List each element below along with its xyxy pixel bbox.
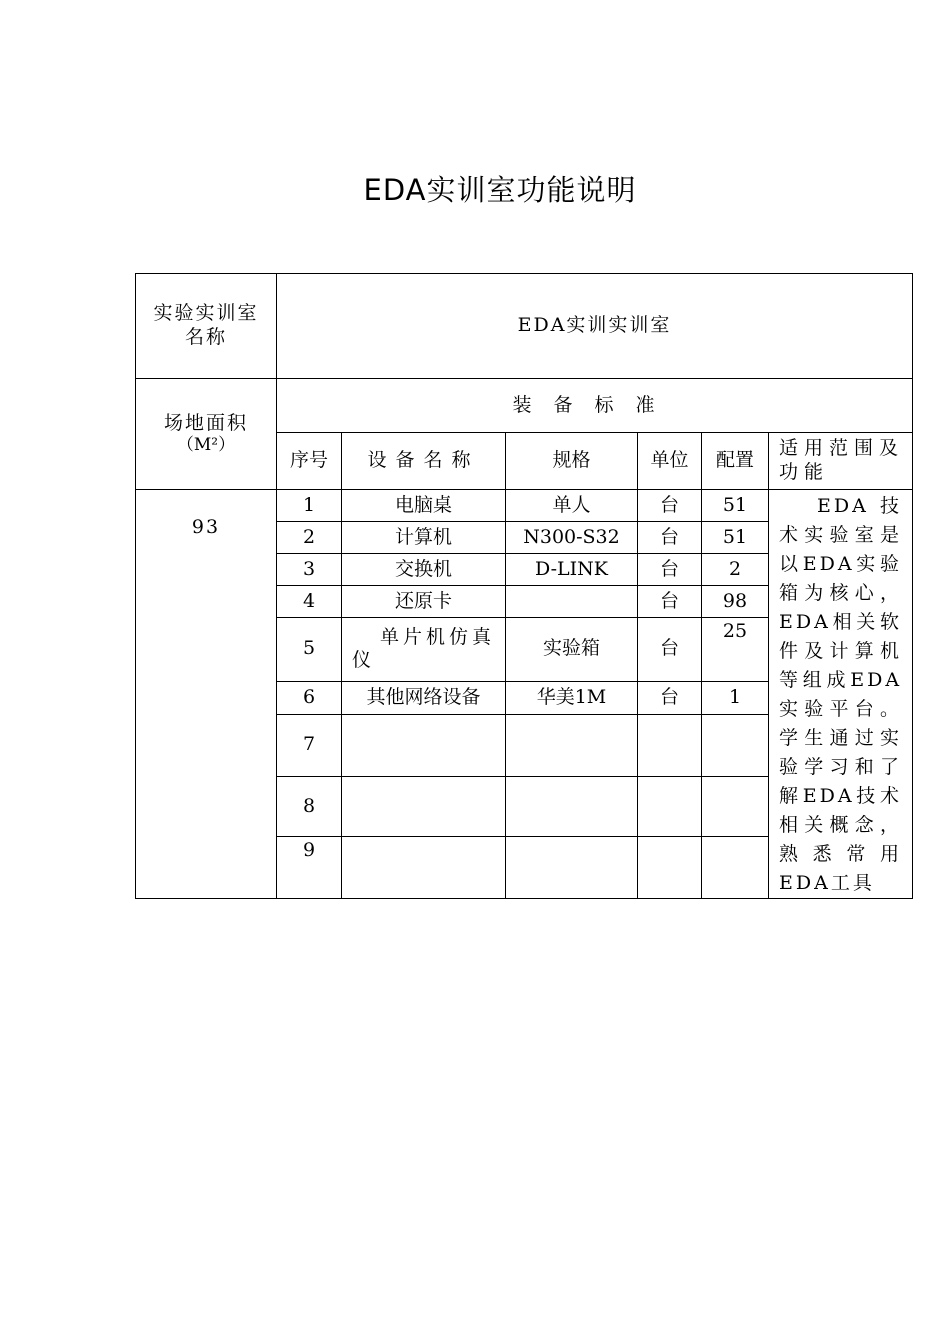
col-header-unit: 单位 <box>638 433 702 490</box>
row-6-unit: 台 <box>638 681 702 714</box>
row-6-seq: 6 <box>277 681 342 714</box>
row-3-seq: 3 <box>277 553 342 585</box>
col-header-spec: 规格 <box>506 433 638 490</box>
row-5-name-text: 单片机仿真仪 <box>352 625 496 672</box>
col-header-name <box>342 433 506 490</box>
lab-name-value <box>277 274 913 379</box>
row-8-spec <box>506 776 638 837</box>
row-6-spec: 华美1M <box>506 681 638 714</box>
row-5-spec: 实验箱 <box>506 617 638 681</box>
col-header-qty: 配置 <box>702 433 769 490</box>
scope-description: EDA技术实验室是以EDA实验箱为核心，EDA相关软件及计算机等组成EDA实验平台。学生通过实验学习和了解EDA技术相关概念，熟悉常用EDA工具 <box>779 495 903 894</box>
row-4-name: 还原卡 <box>342 585 506 617</box>
row-2-seq: 2 <box>277 521 342 553</box>
lab-name-label-line2: 名称 <box>184 326 227 348</box>
row-2-unit: 台 <box>638 521 702 553</box>
area-value: 93 <box>191 516 221 538</box>
row-4-qty: 98 <box>702 585 769 617</box>
row-3-spec: D-LINK <box>506 553 638 585</box>
row-8-qty <box>702 776 769 837</box>
row-7-spec <box>506 714 638 776</box>
scope-description-cell <box>769 490 913 899</box>
row-5-unit: 台 <box>638 617 702 681</box>
row-9-seq: 9 <box>277 837 342 899</box>
row-7-seq: 7 <box>277 714 342 776</box>
row-6-qty: 1 <box>702 681 769 714</box>
row-1-qty: 51 <box>702 490 769 522</box>
row-1-name: 电脑桌 <box>342 490 506 522</box>
row-5-seq: 5 <box>277 617 342 681</box>
row-5-name <box>342 617 506 681</box>
row-8-name <box>342 776 506 837</box>
lab-name-text: EDA实训实训室 <box>517 314 672 337</box>
row-4-seq: 4 <box>277 585 342 617</box>
row-1-seq: 1 <box>277 490 342 522</box>
row-2-name: 计算机 <box>342 521 506 553</box>
row-2-qty: 51 <box>702 521 769 553</box>
row-6-name: 其他网络设备 <box>342 681 506 714</box>
row-9-name <box>342 837 506 899</box>
area-label-line1: 场地面积 <box>163 411 248 434</box>
lab-name-label <box>136 274 277 379</box>
equip-standard-header <box>277 379 913 433</box>
page-title: EDA实训室功能说明 <box>363 173 637 207</box>
row-2-spec: N300-S32 <box>506 521 638 553</box>
row-3-name: 交换机 <box>342 553 506 585</box>
row-9-qty <box>702 837 769 899</box>
col-header-name-text: 设备名称 <box>367 449 480 472</box>
row-1-unit: 台 <box>638 490 702 522</box>
row-8-seq: 8 <box>277 776 342 837</box>
lab-info-table <box>135 273 913 899</box>
row-4-unit: 台 <box>638 585 702 617</box>
area-label <box>136 379 277 490</box>
col-header-scope: 适用范围及功能 <box>769 433 913 490</box>
col-header-seq: 序号 <box>277 433 342 490</box>
row-1-spec: 单人 <box>506 490 638 522</box>
row-8-unit <box>638 776 702 837</box>
row-9-unit <box>638 837 702 899</box>
equip-standard-text: 装备标准 <box>512 393 677 416</box>
lab-name-label-line1: 实验实训室 <box>153 302 259 325</box>
row-4-spec <box>506 585 638 617</box>
row-7-unit <box>638 714 702 776</box>
row-7-name <box>342 714 506 776</box>
area-label-line2: （M²） <box>176 435 236 456</box>
area-value-cell <box>136 490 277 899</box>
row-9-spec <box>506 837 638 899</box>
row-5-qty: 25 <box>702 617 769 681</box>
row-3-qty: 2 <box>702 553 769 585</box>
row-3-unit: 台 <box>638 553 702 585</box>
row-7-qty <box>702 714 769 776</box>
